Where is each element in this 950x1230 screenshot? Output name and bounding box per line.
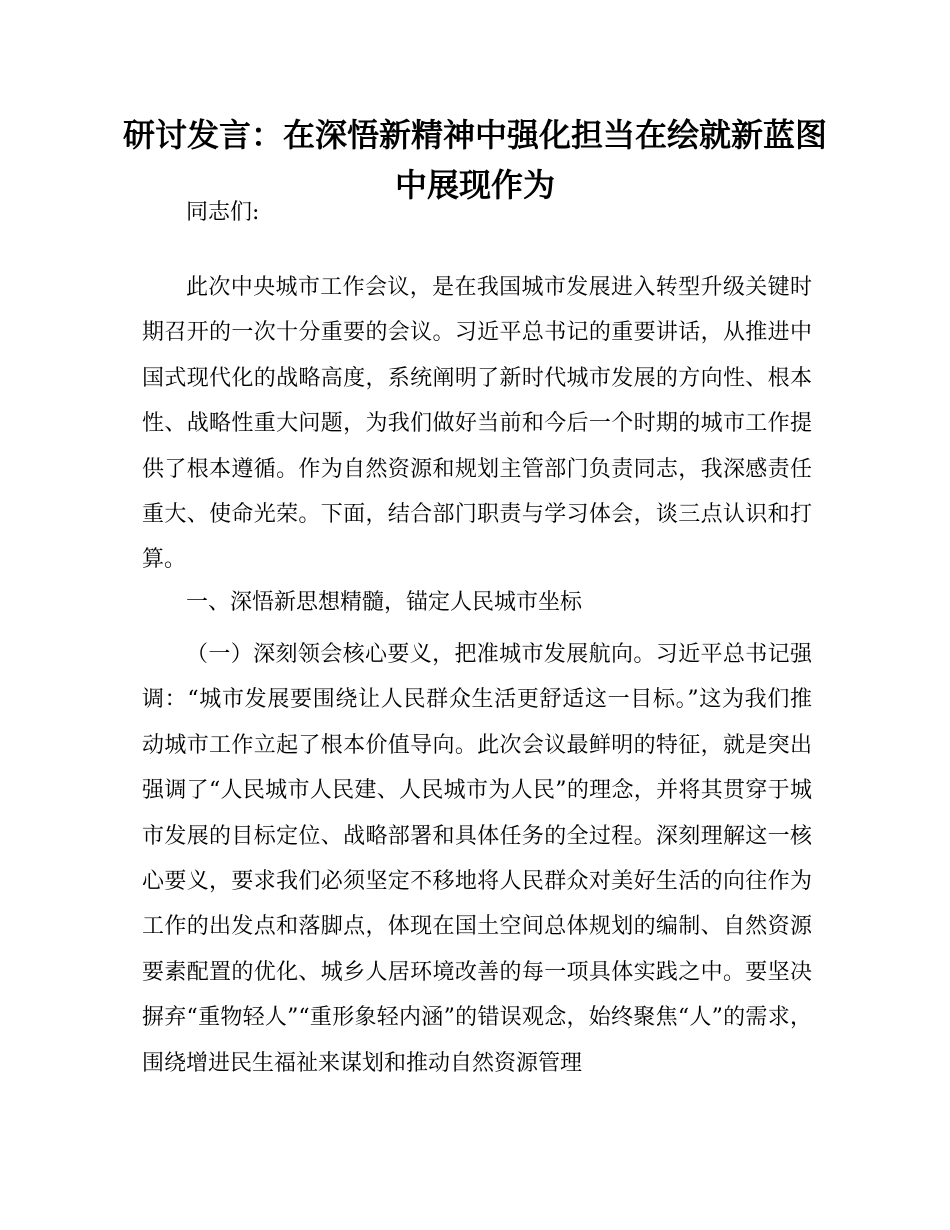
document-title: 研讨发言：在深悟新精神中强化担当在绘就新蓝图中展现作为 (122, 116, 827, 204)
paragraph-intro: 此次中央城市工作会议，是在我国城市发展进入转型升级关键时期召开的一次十分重要的会议。习近平总书记的重要讲话，从推进中国式现代化的战略高度，系统阐明了新时代城市发展的方向性、根本性、战略性重大问题，为我们做好当前和今后一个时期的城市工作提供了根本遵循。作为自然资源和规划主管部门负责同志，我深感责任重大、使命光荣。下面，结合部门职责与学习体会，谈三点认识和打算。 (142, 275, 812, 573)
section-heading-1: 一、深悟新思想精髓，锚定人民城市坐标 (186, 590, 583, 615)
greeting: 同志们: (186, 200, 260, 225)
paragraph-1-1: （一）深刻领会核心要义，把准城市发展航向。习近平总书记强调：“城市发展要围绕让人民群众生活更舒适这一目标。”这为我们推动城市工作立起了根本价值导向。此次会议最鲜明的特征，就是突出强调了“人民城市人民建、人民城市为人民”的理念，并将其贯穿于城市发展的目标定位、战略部署和具体任务的全过程。深刻理解这一核心要义，要求我们必须坚定不移地将人民群众对美好生活的向往作为工作的出发点和落脚点，体现在国土空间总体规划的编制、自然资源要素配置的优化、城乡人居环境改善的每一项具体实践之中。要坚决摒弃“重物轻人”“重形象轻内涵”的错误观念，始终聚焦“人”的需求，围绕增进民生福祉来谋划和推动自然资源管理 (142, 642, 812, 1076)
